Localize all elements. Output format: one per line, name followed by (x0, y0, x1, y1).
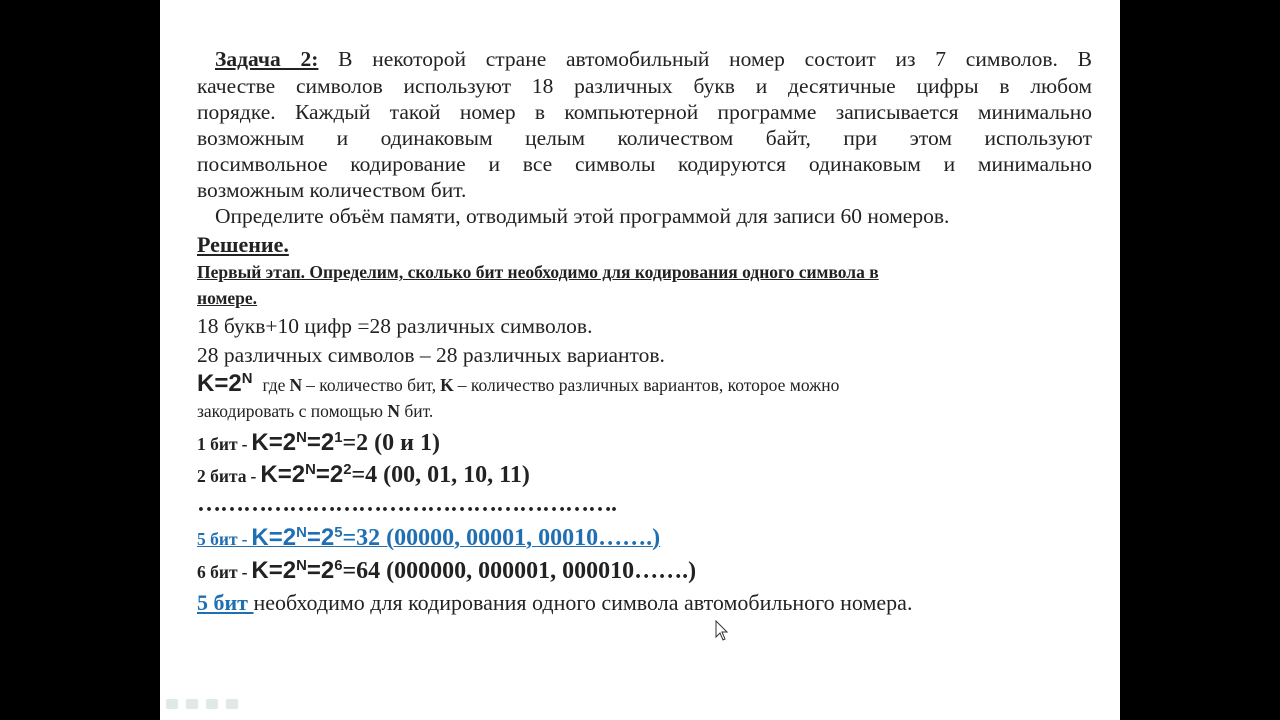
conclusion (197, 588, 1092, 621)
task-label: Задача 2: (215, 47, 319, 71)
stage-line-2: номере. (197, 288, 258, 308)
task-line-3: порядке. Каждый такой номер в компьютерной программе записывается минимально (197, 100, 1092, 124)
conclusion-bits: 5 бит (197, 590, 248, 615)
conclusion-text: необходимо для кодирования одного символа автомобильного номера. (253, 590, 913, 615)
formula-line-1: $K=2^N$ где N – количество бит, K – количество различных вариантов, которое можно (197, 370, 840, 397)
formula-line-2: закодировать с помощью N бит. (197, 401, 434, 421)
pointer-cursor-icon (715, 620, 729, 642)
solution-line-a: 18 букв+10 цифр =28 различных символов. (197, 314, 593, 338)
prev-icon[interactable] (166, 699, 178, 709)
formula-where: где (262, 375, 286, 395)
pen-icon[interactable] (186, 699, 198, 709)
task-line-2: качестве символов используют 18 различных букв и десятичные цифры в любом (197, 74, 1092, 98)
formula-k-eq: $K=2^N$ (197, 370, 253, 397)
solution-title: Решение. (197, 232, 289, 257)
stage-line-1: Первый этап. Определим, сколько бит необходимо для кодирования одного символа в (197, 262, 879, 282)
task-question: Определите объём памяти, отводимый этой программой для записи 60 номеров. (215, 204, 950, 228)
task-line-4: возможным и одинаковым целым количеством байт, при этом используют (197, 126, 1092, 150)
next-icon[interactable] (226, 699, 238, 709)
row-6-bits: 6 бит - $K=2^N=2^6=64$ (000000, 000001, 000010…….) (197, 557, 697, 584)
menu-icon[interactable] (206, 699, 218, 709)
slide-player-controls[interactable] (166, 699, 238, 709)
slide (160, 0, 1120, 720)
dots-separator: ………………………………………………. (197, 491, 616, 517)
task-line-5: посимвольное кодирование и все символы кодируются одинаковым и минимально (197, 152, 1092, 176)
solution-line-b: 28 различных символов – 28 различных вариантов. (197, 343, 665, 367)
row-5-bits: 5 бит - $K=2^N=2^5=32$ (00000, 00001, 00010…….) (197, 524, 661, 551)
task-line-1-text: В некоторой стране автомобильный номер состоит из 7 символов. В (338, 47, 1093, 71)
row-2-bits: 2 бита - $K=2^N=2^2=4$ (00, 01, 10, 11) (197, 461, 530, 488)
row-1-bit: 1 бит - $K=2^N=2^1=2$ (0 и 1) (197, 429, 440, 456)
task-line-1 (197, 46, 1092, 72)
task-line-6: возможным количеством бит. (197, 178, 467, 202)
